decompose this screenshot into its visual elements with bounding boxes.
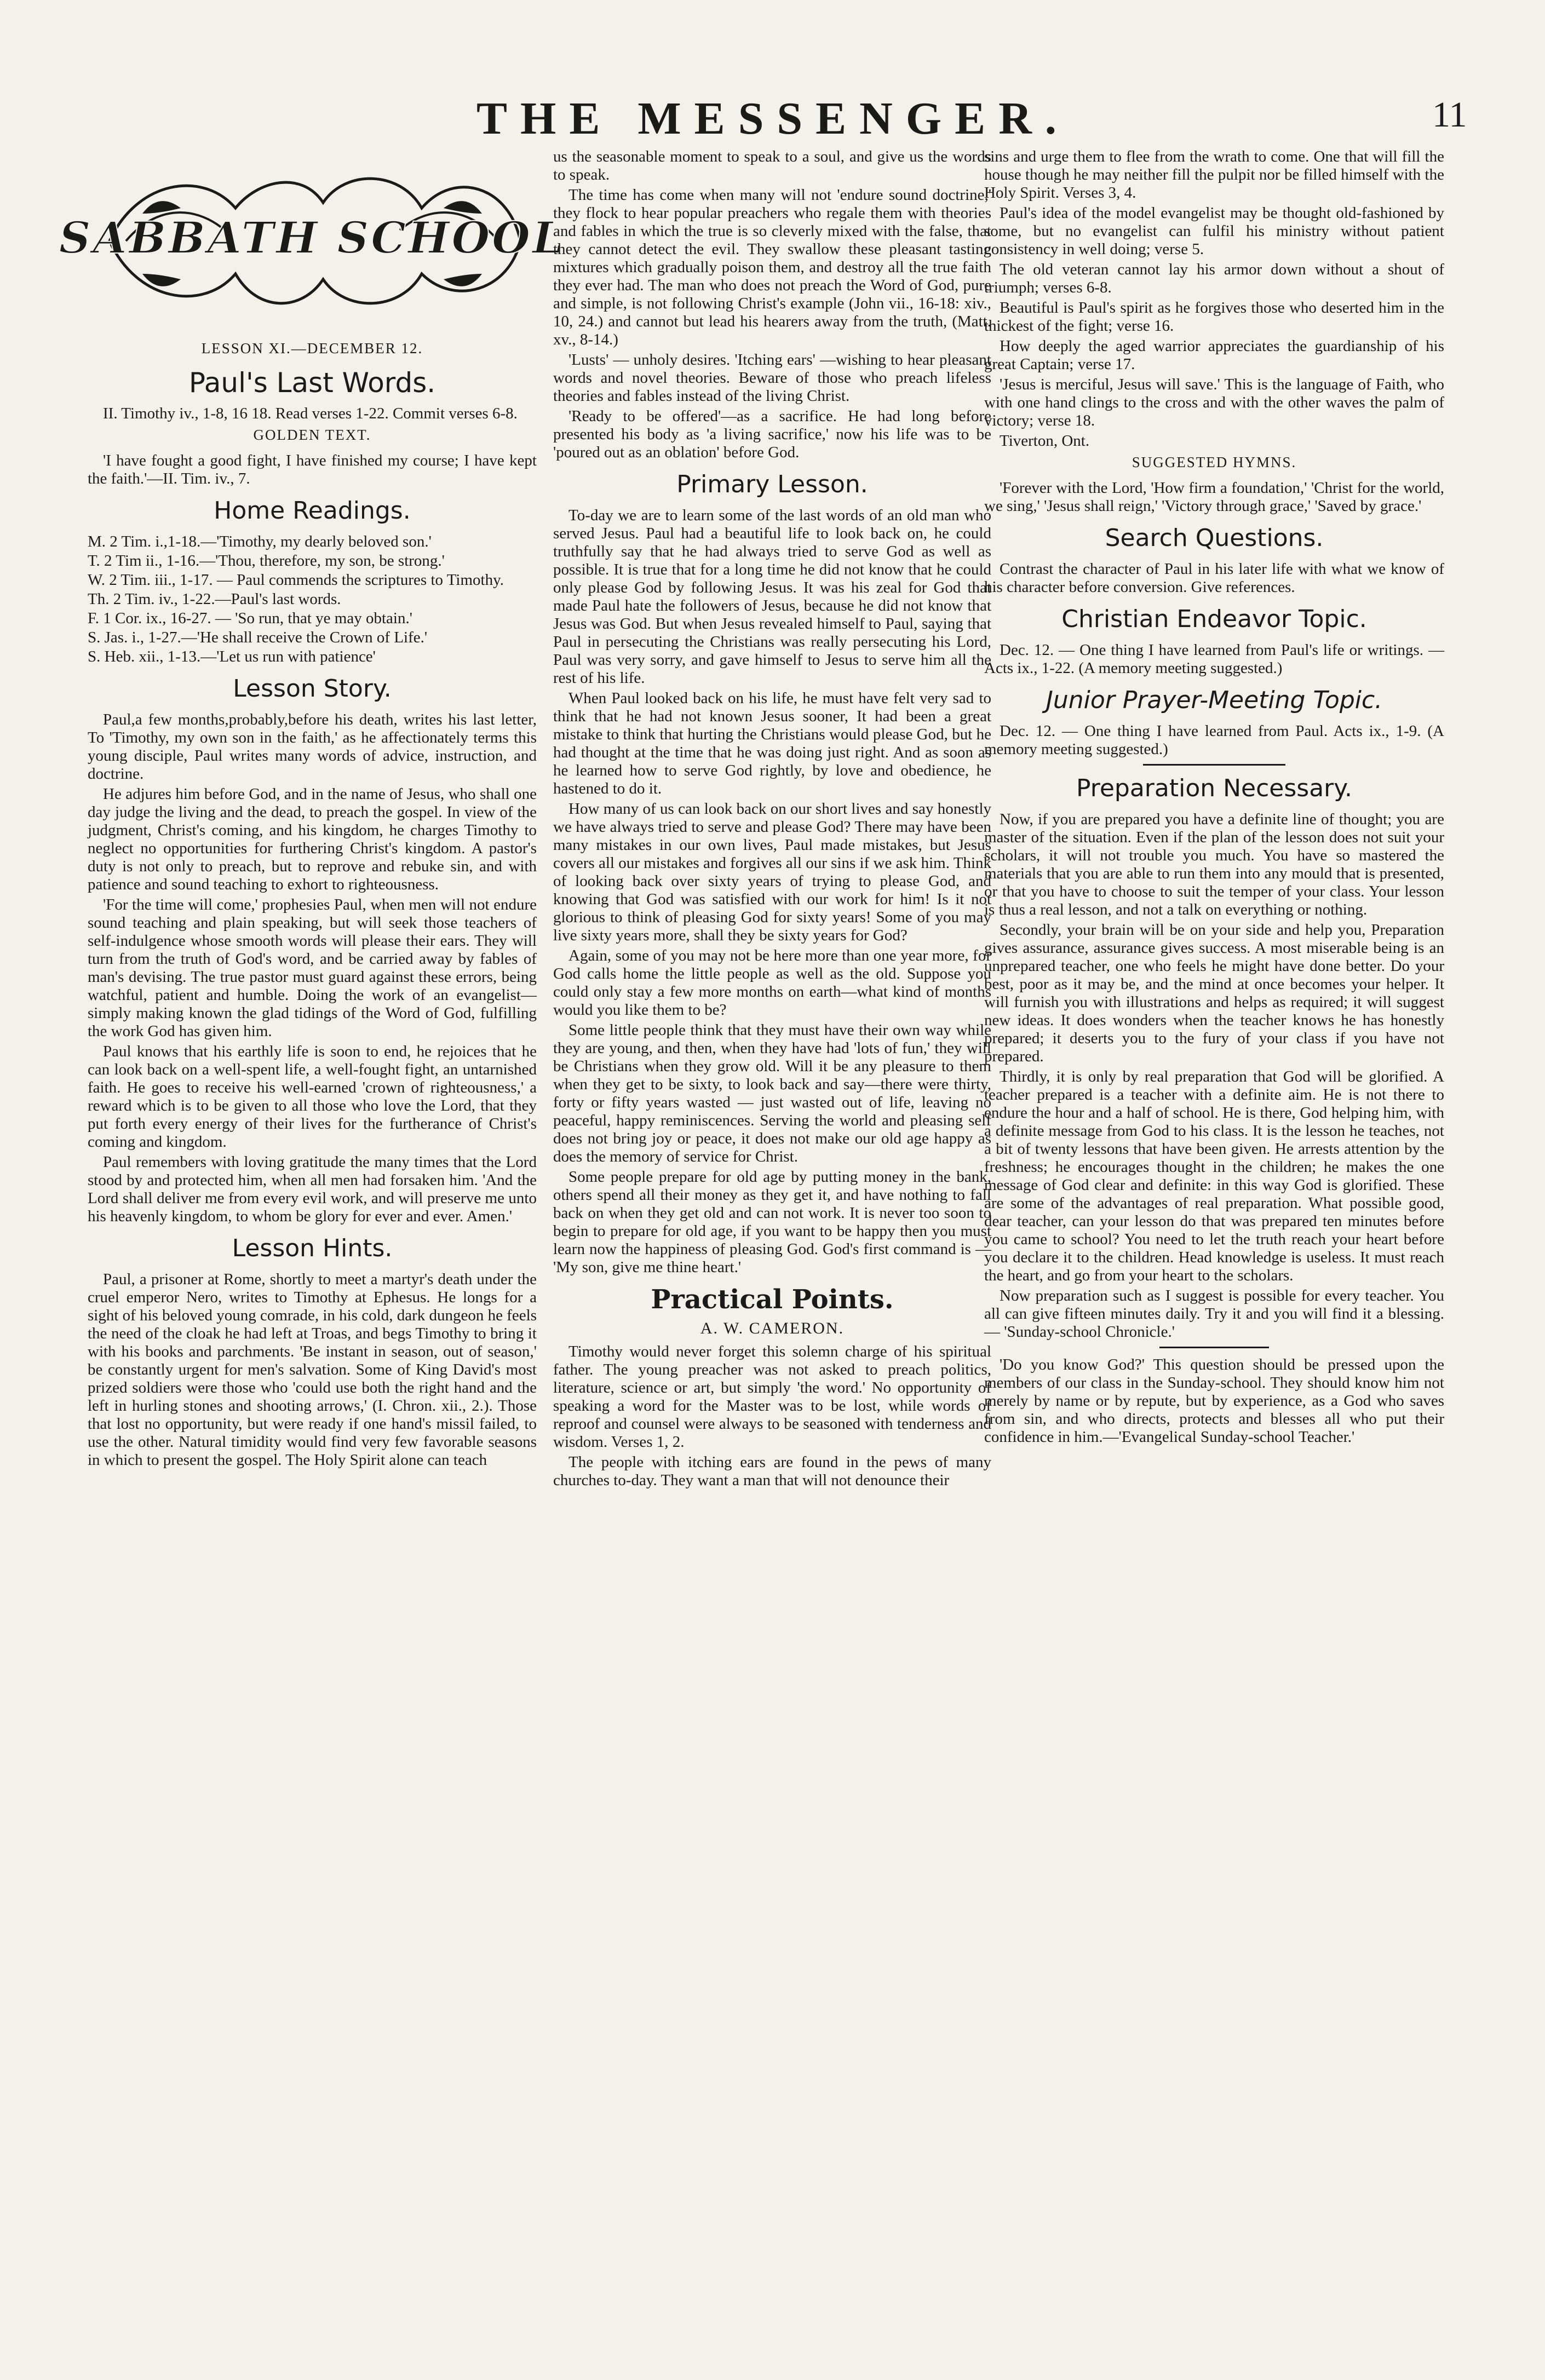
primary-paragraph: When Paul looked back on his life, he must have felt very sad to think that he had not known Jesus sooner, It had been a great mistake to think that hurting the Christians would please God, but he had thought at the time that he was doing just right. And as soon as he learned how to serve God rightly, by love and obedience, he hastened to do it. xyxy=(553,689,991,797)
junior-prayer-meeting-text: Dec. 12. — One thing I have learned from Paul. Acts ix., 1-9. (A memory meeting suggested.) xyxy=(984,722,1444,758)
reading-item: W. 2 Tim. iii., 1-17. — Paul commends the scriptures to Timothy. xyxy=(88,571,504,589)
reading-item: M. 2 Tim. i.,1-18.—'Timothy, my dearly beloved son.' xyxy=(88,533,432,550)
lesson-title: Paul's Last Words. xyxy=(188,367,436,399)
lesson-number: LESSON XI.—DECEMBER 12. xyxy=(201,340,423,357)
practical-paragraph: The old veteran cannot lay his armor down without a shout of triumph; verses 6-8. xyxy=(984,261,1444,296)
story-paragraph: 'For the time will come,' prophesies Paul, when men will not endure sound teaching and plain speaking, but will seek those teachers of self-indulgence whose smooth words will please their ears. They will turn from the truth of God's word, and be carried away by fables of man's devising. The true pastor must guard against these errors, being watchful, patient and humble. Doing the work of an evangelist—simply making known the glad tidings of the Word of God, fulfilling the work God has given him. xyxy=(88,896,537,1040)
christian-endeavor-heading: Christian Endeavor Topic. xyxy=(1061,605,1367,633)
home-readings-heading: Home Readings. xyxy=(214,497,411,525)
continued-paragraph: sins and urge them to flee from the wrath to come. One that will fill the house though he may neither fill the pulpit nor be filled himself with the Holy Spirit. Verses 3, 4. xyxy=(984,148,1444,202)
primary-paragraph: Again, some of you may not be here more than one year more, for God calls home the little people as well as the old. Suppose you could only stay a few more months on earth—what kind of months would you like them to be? xyxy=(553,947,991,1019)
practical-points-heading: Practical Points. xyxy=(651,1284,894,1315)
primary-paragraph: Some little people think that they must have their own way while they are young, and then, when they have had 'lots of fun,' they will be Christians when they grow old. Will it be any pleasure to them when they get to be sixty, to look back and say—there were thirty, forty or fifty years wasted — just wasted out of life, leaving no peaceful, happy reminiscences. Serving the world and pleasing self does not bring joy or peace, it does not make our old age happy as does the memory of service for Christ. xyxy=(553,1021,991,1165)
suggested-hymns-heading: SUGGESTED HYMNS. xyxy=(1132,454,1297,470)
primary-paragraph: How many of us can look back on our short lives and say honestly we have always tried to serve and please God? There may have been many mistakes in our own lives, Paul made mistakes, but Jesus covers all our mistakes and forgives all our sins if we ask him. Think of looking back over sixty years of trying to please God, and knowing that God was satisfied with our work for him! Is it not glorious to think of pleasing God for sixty years! Some of you may live sixty years more, shall they be sixty years for God? xyxy=(553,800,991,944)
ornamental-banner-logo xyxy=(59,148,566,329)
golden-text: 'I have fought a good fight, I have finished my course; I have kept the faith.'—II. Tim. iv., 7. xyxy=(88,452,537,487)
hints-paragraph: The time has come when many will not 'endure sound doctrine,' they flock to hear popular preachers who regale them with theories and fables in which the true is so cleverly mixed with the false, that they cannot detect the evil. They swallow these pleasant tasting mixtures which gradually poison them, and destroy all the true faith they ever had. The man who does not preach the Word of God, pure and simple, is not following Christ's example (John vii., 16-18: xiv., 10, 24.) and cannot but lead his hearers away from the truth, (Matt. xv., 8-14.) xyxy=(553,186,991,348)
reading-item: S. Heb. xii., 1-13.—'Let us run with patience' xyxy=(88,648,376,665)
banner-lettering: SABBATH SCHOOL xyxy=(59,212,566,263)
practical-paragraph: Beautiful is Paul's spirit as he forgives those who deserted him in the thickest of the fight; verse 16. xyxy=(984,299,1444,335)
hymns-list: 'Forever with the Lord, 'How firm a foundation,' 'Christ for the world, we sing,' 'Jesus shall reign,' 'Victory through grace,' 'Saved by grace.' xyxy=(984,479,1444,515)
practical-points-byline: A. W. CAMERON. xyxy=(700,1319,845,1337)
lesson-story-heading: Lesson Story. xyxy=(233,675,392,703)
sabbath-school-banner xyxy=(59,148,566,340)
search-questions-text: Contrast the character of Paul in his later life with what we know of his character before conversion. Give references. xyxy=(984,560,1444,596)
column-2 xyxy=(553,148,991,2349)
practical-paragraph: Timothy would never forget this solemn charge of his spiritual father. The young preacher was not asked to preach politics, literature, science or art, but simply 'the word.' No opportunity of speaking a word for the Master was to be lost, while words of reproof and counsel were always to be seasoned with tenderness and wisdom. Verses 1, 2. xyxy=(553,1343,991,1451)
column-3 xyxy=(984,148,1444,2349)
practical-paragraph: Paul's idea of the model evangelist may be thought old-fashioned by some, but no evangelist can fulfil his ministry without patient consistency in well doing; verse 5. xyxy=(984,204,1444,258)
preparation-paragraph: Now preparation such as I suggest is possible for every teacher. You all can give fifteen minutes daily. Try it and you will find it a blessing. — 'Sunday-school Chronicle.' xyxy=(984,1287,1444,1341)
practical-paragraph: The people with itching ears are found in the pews of many churches to-day. They want a man that will not denounce their xyxy=(553,1453,991,1489)
preparation-paragraph: Thirdly, it is only by real preparation that God will be glorified. A teacher prepared is a teacher with a definite aim. He is not there to endure the hour and a half of school. He is there, God helping him, with a definite message from God to his class. It is the lesson he teaches, not a bit of twenty lessons that have been given. He arrests attention by the freshness; he encourages thought in the children; he makes the one message of God clear and definite: in this way God is glorified. These are some of the advantages of real preparation. What possible good, dear teacher, can your lesson do that was prepared ten minutes before you came to school? You need to let the truth reach your heart before you declare it to the children. Head knowledge is useless. It must reach the heart, and go from your heart to the scholars. xyxy=(984,1068,1444,1284)
primary-paragraph: To-day we are to learn some of the last words of an old man who served Jesus. Paul had a beautiful life to look back on, he could truthfully say that he had always tried to serve God as well as possible. It is true that for a long time he did not know that he could only please God by following Jesus. It was his zeal for God that made Paul hate the followers of Jesus, because he did not know that Jesus was God. But when Jesus revealed himself to Paul, saying that Paul in persecuting the Christians was really persecuting his Lord, Paul was very sorry, and gave himself to Jesus to serve him all the rest of his life. xyxy=(553,507,991,687)
page-number: 11 xyxy=(1432,95,1467,135)
story-paragraph: Paul remembers with loving gratitude the many times that the Lord stood by and protected him, when all men had forsaken him. 'And the Lord shall deliver me from every evil work, and will preserve me unto his heavenly kingdom, to whom be glory for ever and ever. Amen.' xyxy=(88,1153,537,1225)
preparation-paragraph: Secondly, your brain will be on your side and help you, Preparation gives assurance, assurance gives success. A most miserable being is an unprepared teacher, one who feels he might have done better. Do your best, poor as it may be, and the mind at once becomes your helper. It will furnish you with illustrations and helps as required; it will suggest new ideas. It does wonders when the teacher knows he has honestly prepared; it deserts you to the fury of your class if you have not prepared. xyxy=(984,921,1444,1065)
practical-paragraph: 'Jesus is merciful, Jesus will save.' This is the language of Faith, who with one hand clings to the cross and with the other waves the palm of victory; verse 18. xyxy=(984,376,1444,429)
hints-paragraph: Paul, a prisoner at Rome, shortly to meet a martyr's death under the cruel emperor Nero, writes to Timothy at Ephesus. He longs for a sight of his beloved young comrade, in his cold, dark dungeon he feels the need of the cloak he had left at Troas, and begs Timothy to bring it with his books and parchments. 'Be instant in season, out of season,' be constantly urgent for men's salvation. Some of King David's most prized soldiers were those who 'could use both the right hand and the left in hurling stones and shooting arrows,' (I. Chron. xii., 2.). Those that lost no opportunity, but were ready if one hand's missil failed, to use the other. Natural timidity would find very few favorable seasons in which to present the gospel. The Holy Spirit alone can teach xyxy=(88,1271,537,1469)
continued-paragraph: us the seasonable moment to speak to a soul, and give us the words to speak. xyxy=(553,148,991,183)
hints-paragraph: 'Lusts' — unholy desires. 'Itching ears' —wishing to hear pleasant words and novel theories. Beware of those who preach lifeless theories and fables instead of the living Christ. xyxy=(553,351,991,405)
search-questions-heading: Search Questions. xyxy=(1105,524,1324,552)
reading-item: F. 1 Cor. ix., 16-27. — 'So run, that ye may obtain.' xyxy=(88,610,412,627)
closing-paragraph: 'Do you know God?' This question should be pressed upon the members of our class in the Sunday-school. They should know him not merely by name or by repute, but by experience, as a God who saves from sin, and who directs, protects and blesses all who put their confidence in him.—'Evangelical Sunday-school Teacher.' xyxy=(984,1356,1444,1446)
primary-paragraph: Some people prepare for old age by putting money in the bank, others spend all their money as they get it, and have nothing to fall back on when they get old and can not work. It is never too soon to begin to prepare for old age, if you want to be happy then you must learn now the happiness of pleasing God. God's first command is — 'My son, give me thine heart.' xyxy=(553,1168,991,1276)
preparation-heading: Preparation Necessary. xyxy=(1076,774,1353,802)
practical-paragraph: How deeply the aged warrior appreciates the guardianship of his great Captain; verse 17. xyxy=(984,337,1444,373)
lesson-hints-heading: Lesson Hints. xyxy=(232,1234,393,1262)
primary-lesson-heading: Primary Lesson. xyxy=(676,470,868,498)
reading-item: T. 2 Tim ii., 1-16.—'Thou, therefore, my son, be strong.' xyxy=(88,552,445,570)
reading-item: S. Jas. i., 1-27.—'He shall receive the Crown of Life.' xyxy=(88,629,428,646)
hints-paragraph: 'Ready to be offered'—as a sacrifice. He had long before presented his body as 'a living sacrifice,' now his life was to be 'poured out as an oblation' before God. xyxy=(553,407,991,461)
reading-item: Th. 2 Tim. iv., 1-22.—Paul's last words. xyxy=(88,590,341,608)
divider xyxy=(1159,1347,1269,1348)
christian-endeavor-text: Dec. 12. — One thing I have learned from Paul's life or writings. — Acts ix., 1-22. (A memory meeting suggested.) xyxy=(984,641,1444,677)
story-paragraph: He adjures him before God, and in the name of Jesus, who shall one day judge the living and the dead, to preach the gospel. In view of the judgment, Christ's coming, and his kingdom, he charges Timothy to neglect no opportunities for furthering Christ's kingdom. A pastor's duty is not only to preach, but to reprove and rebuke sin, and with patience and sound teaching to exhort to righteousness. xyxy=(88,785,537,893)
preparation-paragraph: Now, if you are prepared you have a definite line of thought; you are master of the situation. Even if the plan of the lesson does not suit your scholars, it will not trouble you much. You have so mastered the materials that you are able to run them into any mould that is presented, or that you have to choose to suit the temper of your class. Your lesson is thus a real lesson, and not a talk on everything or nothing. xyxy=(984,810,1444,918)
masthead xyxy=(0,82,1545,148)
masthead-title: THE MESSENGER. xyxy=(476,93,1070,144)
scripture-reference: II. Timothy iv., 1-8, 16 18. Read verses 1-22. Commit verses 6-8. xyxy=(103,405,518,422)
home-readings-list xyxy=(88,533,537,666)
story-paragraph: Paul,a few months,probably,before his death, writes his last letter, To 'Timothy, my own son in the faith,' as he affectionately terms this young disciple, Paul writes many words of advice, instruction, and doctrine. xyxy=(88,711,537,783)
golden-text-heading: GOLDEN TEXT. xyxy=(253,427,371,443)
divider xyxy=(1143,764,1285,766)
junior-prayer-meeting-heading: Junior Prayer-Meeting Topic. xyxy=(1046,686,1383,714)
column-1 xyxy=(59,148,566,2349)
signoff: Tiverton, Ont. xyxy=(1000,432,1090,450)
story-paragraph: Paul knows that his earthly life is soon to end, he rejoices that he can look back on a well-spent life, a well-fought fight, an untarnished faith. He goes to receive his well-earned 'crown of righteousness,' a reward which is to be given to all those who love the Lord, that they put forth every energy of their lives for the furtherance of Christ's coming and kingdom. xyxy=(88,1043,537,1151)
